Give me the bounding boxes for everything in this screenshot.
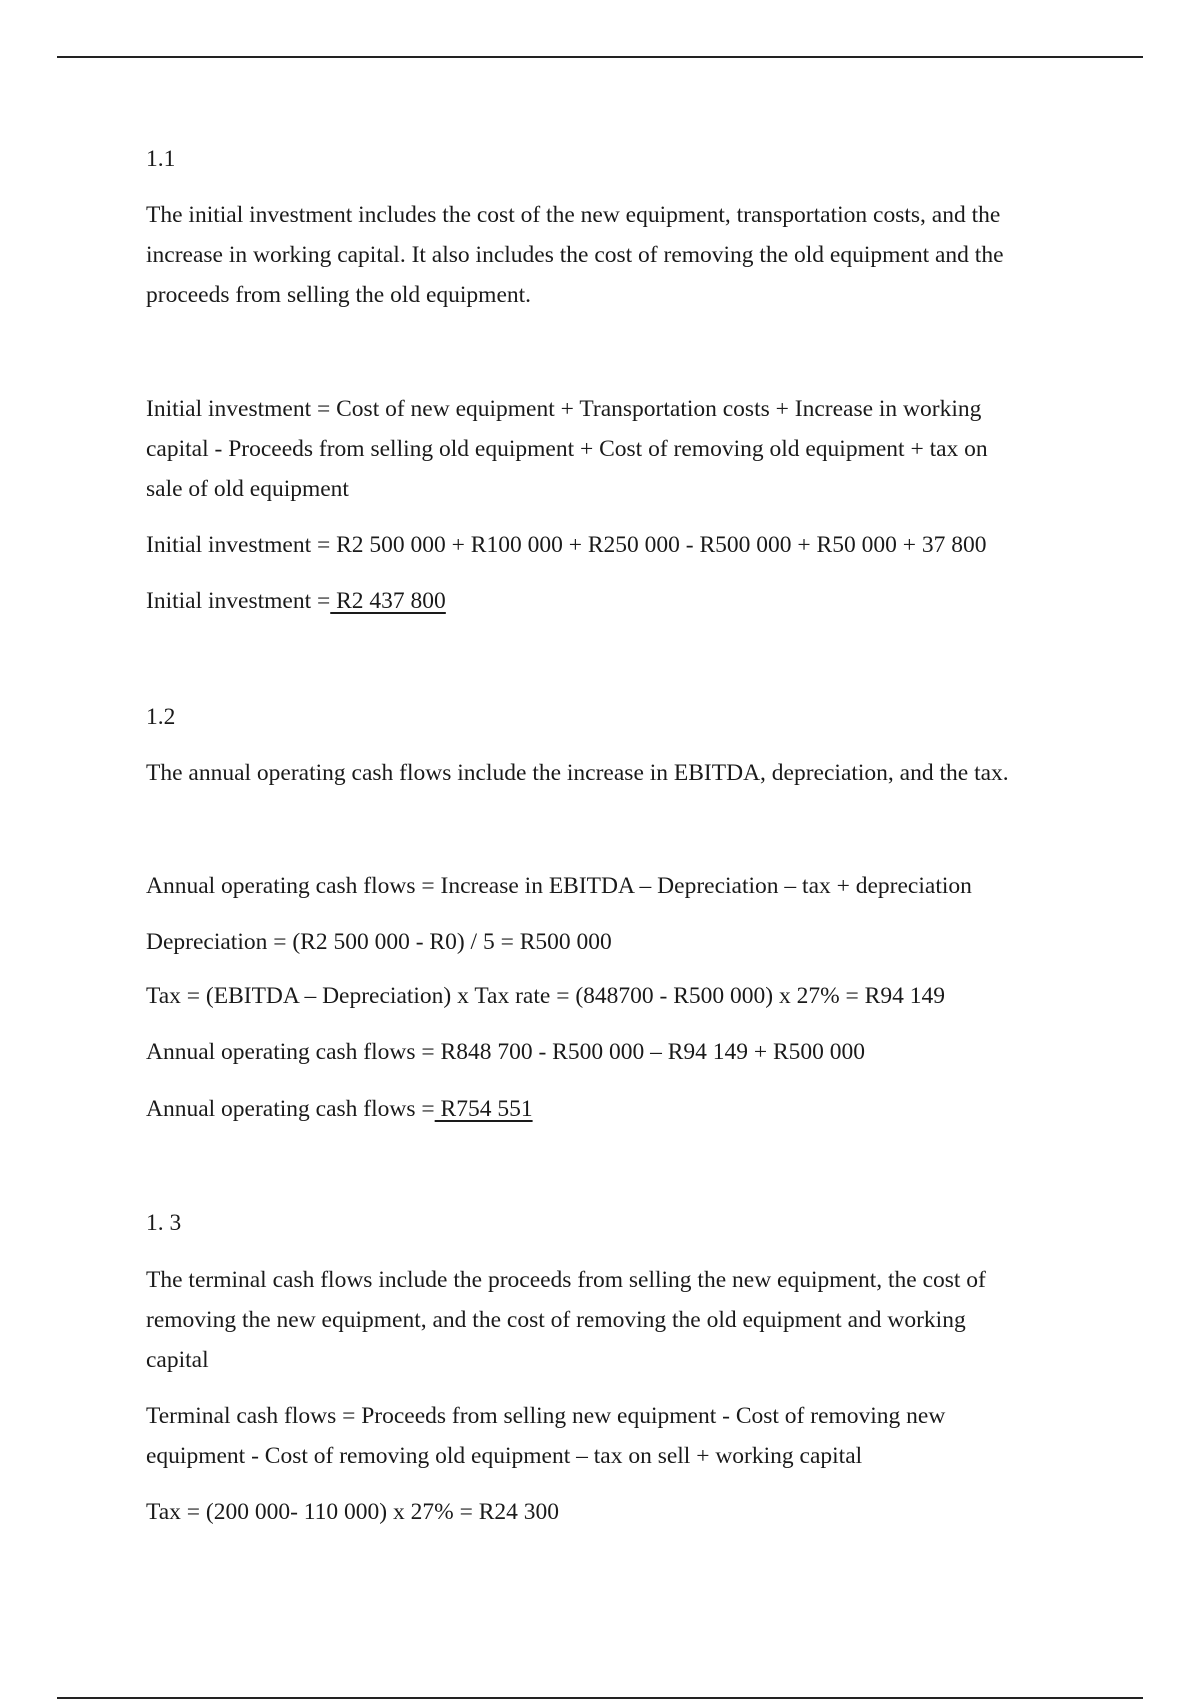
tax-line: Tax = (200 000- 110 000) x 27% = R24 300 — [146, 1499, 560, 1525]
paragraph-line: increase in working capital. It also includes the cost of removing the old equipment and the — [146, 242, 1004, 268]
paragraph-line: capital — [146, 1347, 209, 1373]
paragraph-line: removing the new equipment, and the cost of removing the old equipment and working — [146, 1307, 966, 1333]
formula-line: Initial investment = Cost of new equipment + Transportation costs + Increase in working — [146, 396, 982, 422]
result-line — [146, 1094, 533, 1124]
formula-line: Annual operating cash flows = Increase in EBITDA – Depreciation – tax + depreciation — [146, 873, 972, 899]
formula-line: Terminal cash flows = Proceeds from selling new equipment - Cost of removing new — [146, 1403, 946, 1429]
section-heading-1-3: 1. 3 — [146, 1210, 182, 1236]
formula-line: capital - Proceeds from selling old equipment + Cost of removing old equipment + tax on — [146, 436, 988, 462]
depreciation-line: Depreciation = (R2 500 000 - R0) / 5 = R500 000 — [146, 929, 612, 955]
calculation-line: Initial investment = R2 500 000 + R100 000 + R250 000 - R500 000 + R50 000 + 37 800 — [146, 532, 987, 558]
section-heading-1-1: 1.1 — [146, 146, 176, 172]
result-value: R754 551 — [434, 1096, 533, 1122]
calculation-line: Annual operating cash flows = R848 700 - R500 000 – R94 149 + R500 000 — [146, 1039, 866, 1065]
formula-line: equipment - Cost of removing old equipment – tax on sell + working capital — [146, 1443, 863, 1469]
section-heading-1-2: 1.2 — [146, 704, 176, 730]
result-label: Annual operating cash flows = — [146, 1096, 435, 1122]
bottom-rule — [57, 1697, 1143, 1699]
result-line — [146, 586, 446, 616]
top-rule — [57, 56, 1143, 58]
formula-line: sale of old equipment — [146, 476, 349, 502]
paragraph-line: The annual operating cash flows include the increase in EBITDA, depreciation, and the tax. — [146, 760, 1009, 786]
result-label: Initial investment = — [146, 588, 331, 614]
tax-line: Tax = (EBITDA – Depreciation) x Tax rate = (848700 - R500 000) x 27% = R94 149 — [146, 983, 945, 1009]
result-value: R2 437 800 — [330, 588, 446, 614]
paragraph-line: The initial investment includes the cost of the new equipment, transportation costs, and the — [146, 202, 1001, 228]
paragraph-line: proceeds from selling the old equipment. — [146, 282, 532, 308]
paragraph-line: The terminal cash flows include the proceeds from selling the new equipment, the cost of — [146, 1267, 986, 1293]
